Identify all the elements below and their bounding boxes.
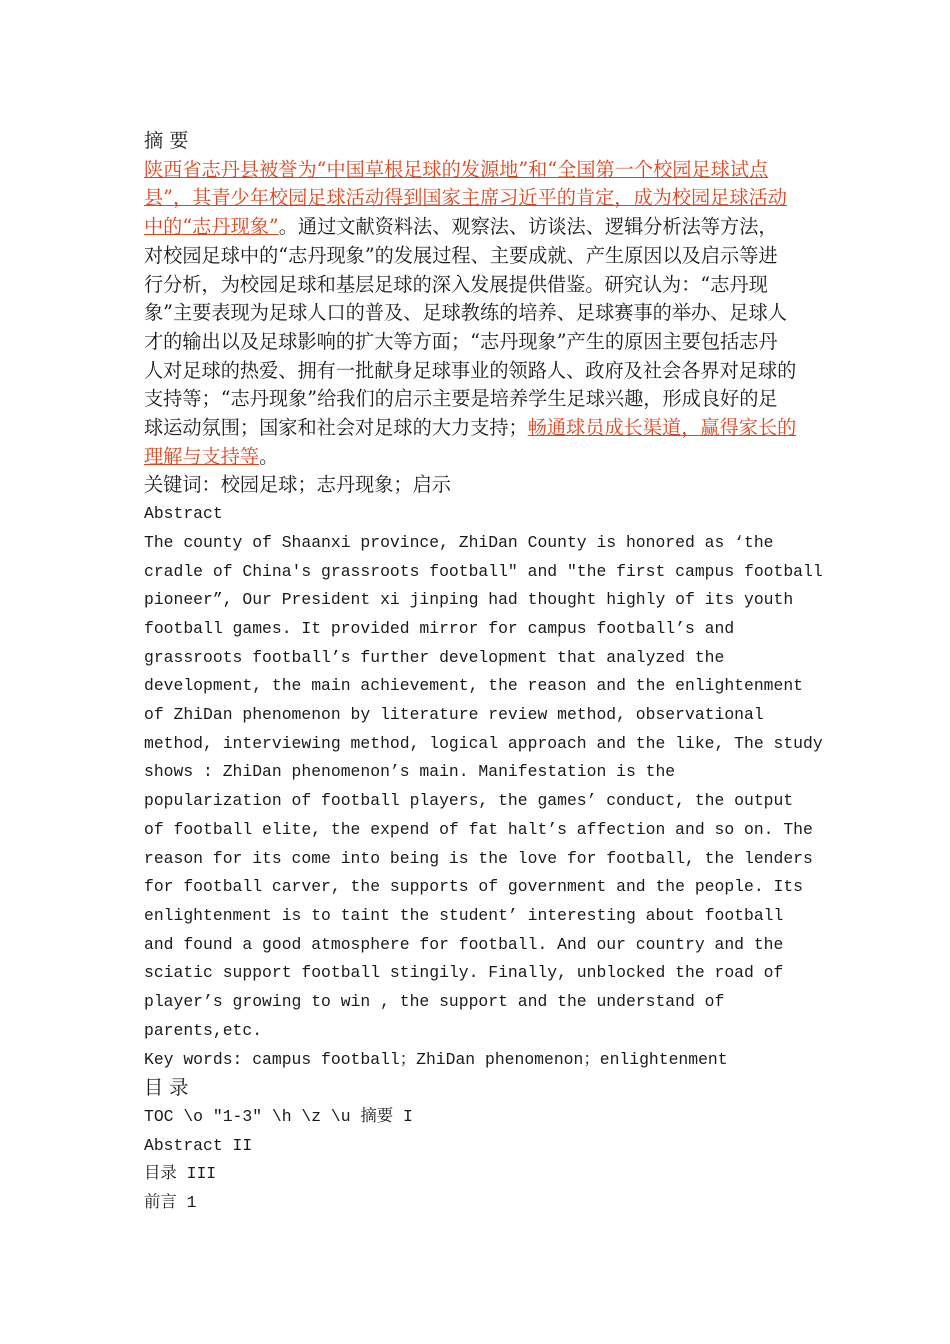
- abstract-cn-line: [144, 414, 808, 443]
- abstract-cn-line: [144, 156, 808, 185]
- abstract-en-body: [144, 529, 823, 1046]
- abstract-en-line: grassroots football’s further development that analyzed the: [144, 647, 725, 667]
- body-text: 支持等；“志丹现象”给我们的启示主要是培养学生足球兴趣，形成良好的足: [144, 387, 778, 411]
- abstract-en-line: enlightenment is to taint the student’ interesting about football: [144, 905, 784, 925]
- abstract-cn-line: [144, 357, 808, 386]
- document-page: [144, 127, 823, 1218]
- abstract-en-line: and found a good atmosphere for football. And our country and the: [144, 934, 784, 954]
- abstract-en-line: The county of Shaanxi province, ZhiDan County is honored as ‘the: [144, 532, 774, 552]
- abstract-cn-line: [144, 184, 808, 213]
- body-text: 。: [259, 444, 279, 468]
- abstract-en-line: reason for its come into being is the love for football, the lenders: [144, 848, 813, 868]
- toc-entry: Abstract II: [144, 1135, 253, 1155]
- body-text: 。通过文献资料法、观察法、访谈法、逻辑分析法等方法，: [278, 215, 778, 239]
- toc-field-line: TOC \o "1-3" \h \z \u 摘要 I: [144, 1106, 413, 1126]
- abstract-en-line: parents,etc.: [144, 1020, 263, 1040]
- abstract-en-line: of ZhiDan phenomenon by literature review method, observational: [144, 705, 764, 725]
- body-text: 象”主要表现为足球人口的普及、足球教练的培养、足球赛事的举办、足球人: [144, 301, 787, 325]
- abstract-cn-line: [144, 213, 808, 242]
- abstract-en-line: football games. It provided mirror for campus football’s and: [144, 618, 735, 638]
- keywords-cn: 关键词：校园足球；志丹现象；启示: [144, 473, 451, 497]
- abstract-cn-line: [144, 328, 808, 357]
- body-text: 人对足球的热爱、拥有一批献身足球事业的领路人、政府及社会各界对足球的: [144, 358, 797, 382]
- abstract-en-heading: Abstract: [144, 504, 223, 524]
- highlighted-text: 畅通球员成长渠道，赢得家长的: [527, 416, 797, 440]
- abstract-en-line: player’s growing to win , the support and the understand of: [144, 992, 725, 1012]
- abstract-en-line: of football elite, the expend of fat halt’s affection and so on. The: [144, 819, 813, 839]
- body-text: 对校园足球中的“志丹现象”的发展过程、主要成就、产生原因以及启示等进: [144, 243, 778, 267]
- abstract-en-line: method, interviewing method, logical approach and the like, The study: [144, 733, 823, 753]
- abstract-en-line: pioneer”, Our President xi jinping had thought highly of its youth: [144, 590, 794, 610]
- toc-entry: 目录 III: [144, 1164, 217, 1184]
- abstract-cn-line: [144, 299, 808, 328]
- highlighted-text: 县”，其青少年校园足球活动得到国家主席习近平的肯定，成为校园足球活动: [144, 186, 787, 210]
- abstract-cn-line: [144, 271, 808, 300]
- abstract-cn-line: [144, 242, 808, 271]
- abstract-en-line: shows : ZhiDan phenomenon’s main. Manifestation is the: [144, 762, 676, 782]
- abstract-cn-line: [144, 443, 808, 472]
- highlighted-text: 陕西省志丹县被誉为“中国草根足球的发源地”和“全国第一个校园足球试点: [144, 157, 769, 181]
- abstract-en-line: cradle of China's grassroots football" and "the first campus football: [144, 561, 823, 581]
- body-text: 行分析，为校园足球和基层足球的深入发展提供借鉴。研究认为：“志丹现: [144, 272, 768, 296]
- toc-entry: 前言 1: [144, 1193, 197, 1213]
- abstract-en-line: popularization of football players, the games’ conduct, the output: [144, 791, 794, 811]
- abstract-en-line: sciatic support football stingily. Finally, unblocked the road of: [144, 963, 784, 983]
- abstract-cn-line: [144, 385, 808, 414]
- keywords-en: Key words: campus football；ZhiDan phenomenon；enlightenment: [144, 1049, 728, 1069]
- body-text: 才的输出以及足球影响的扩大等方面；“志丹现象”产生的原因主要包括志丹: [144, 329, 778, 353]
- abstract-en-line: development, the main achievement, the reason and the enlightenment: [144, 676, 804, 696]
- body-text: 球运动氛围；国家和社会对足球的大力支持；: [144, 416, 528, 440]
- highlighted-text: 理解与支持等: [144, 444, 260, 468]
- abstract-en-line: for football carver, the supports of government and the people. Its: [144, 877, 804, 897]
- highlighted-text: 中的“志丹现象”: [144, 215, 279, 239]
- toc-heading: 目 录: [144, 1076, 189, 1100]
- abstract-cn-heading: 摘 要: [144, 129, 189, 152]
- toc-entries: [144, 1132, 808, 1218]
- abstract-cn-body: [144, 156, 808, 472]
